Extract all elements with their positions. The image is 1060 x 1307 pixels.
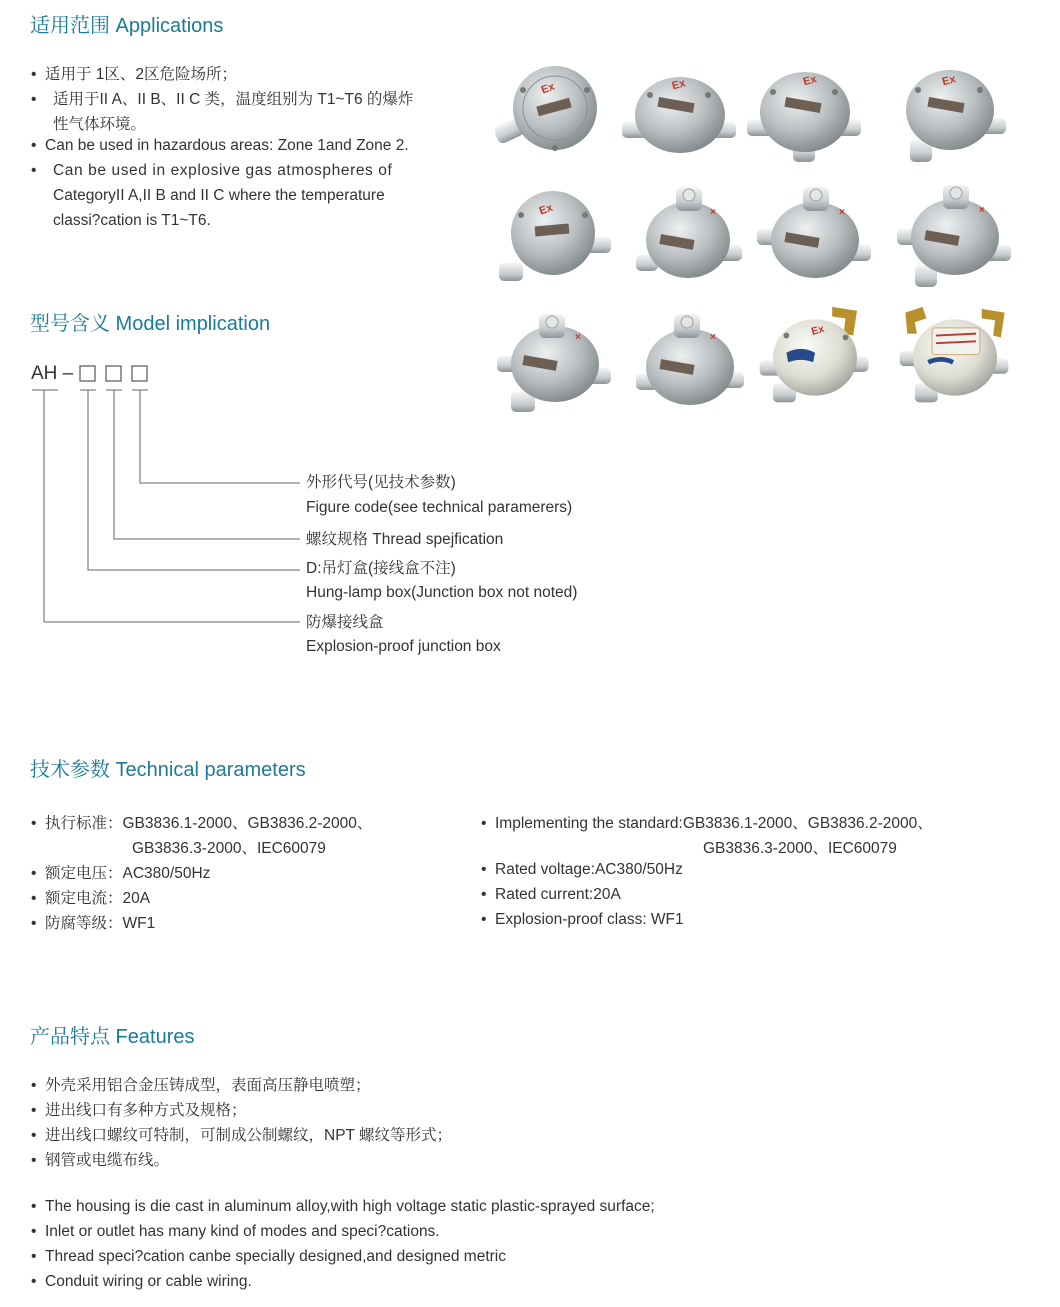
product-image-11 xyxy=(755,305,875,410)
product-image-2 xyxy=(620,60,740,165)
ex-badge-mark: × xyxy=(710,207,716,218)
applications-item-4: • Can be used in explosive gas atmospheres of xyxy=(31,162,393,179)
label-junction-box-cn: 防爆接线盒 xyxy=(306,614,384,631)
label-figure-code-en: Figure code(see technical paramerers) xyxy=(306,499,573,516)
tech-cn-current: • 额定电流：20A xyxy=(31,890,151,907)
ex-badge: Ex xyxy=(801,73,819,89)
connector-thread xyxy=(114,390,300,539)
product-image-1 xyxy=(495,60,615,165)
ex-badge: Ex xyxy=(670,77,687,93)
ex-badge: Ex xyxy=(537,201,555,218)
feature-en-3: • Thread speci?cation canbe specially designed,and designed metric xyxy=(31,1248,506,1265)
features-heading: 产品特点 Features xyxy=(30,1026,195,1048)
feature-en-1: • The housing is die cast in aluminum alloy,with high voltage static plastic-sprayed surface; xyxy=(31,1198,655,1215)
model-code-prefix: AH – xyxy=(31,363,74,384)
applications-item-2-cont: 性气体环境。 xyxy=(53,116,147,133)
label-figure-code-cn: 外形代号(见技术参数) xyxy=(306,474,456,491)
ex-badge-mark: × xyxy=(710,332,716,343)
ex-badge: Ex xyxy=(810,322,826,338)
ex-badge: Ex xyxy=(940,73,958,89)
feature-cn-4: • 钢管或电缆布线。 xyxy=(31,1152,170,1169)
tech-en-standard-cont: GB3836.3-2000、IEC60079 xyxy=(703,840,897,857)
tech-en-voltage: • Rated voltage:AC380/50Hz xyxy=(481,861,683,878)
model-box-3 xyxy=(132,366,147,381)
applications-item-3: • Can be used in hazardous areas: Zone 1and Zone 2. xyxy=(31,137,409,154)
technical-heading: 技术参数 Technical parameters xyxy=(30,759,306,781)
applications-item-4-cont-2: classi?cation is T1~T6. xyxy=(53,212,211,229)
tech-cn-voltage: • 额定电压：AC380/50Hz xyxy=(31,865,211,882)
ex-badge-mark: × xyxy=(979,205,985,216)
ex-badge-mark: × xyxy=(575,332,581,343)
label-junction-box-en: Explosion-proof junction box xyxy=(306,638,501,655)
feature-en-2: • Inlet or outlet has many kind of modes and speci?cations. xyxy=(31,1223,440,1240)
product-image-9 xyxy=(495,312,615,417)
tech-cn-standard: • 执行标准：GB3836.1-2000、GB3836.2-2000、 xyxy=(31,815,373,832)
tech-en-standard: • Implementing the standard:GB3836.1-2000、GB3836.2-2000、 xyxy=(481,815,933,832)
applications-heading: 适用范围 Applications xyxy=(30,15,224,37)
applications-item-2: • 适用于II A、II B、II C 类，温度组别为 T1~T6 的爆炸 xyxy=(31,91,414,108)
product-image-3 xyxy=(745,60,865,165)
feature-en-4: • Conduit wiring or cable wiring. xyxy=(31,1273,252,1290)
label-hung-lamp-cn: D:吊灯盒(接线盒不注) xyxy=(306,560,456,577)
tech-en-current: • Rated current:20A xyxy=(481,886,621,903)
connector-figure-code xyxy=(140,390,300,483)
product-image-8 xyxy=(895,185,1015,290)
product-image-5 xyxy=(495,185,615,290)
feature-cn-3: • 进出线口螺纹可特制，可制成公制螺纹，NPT 螺纹等形式； xyxy=(31,1127,453,1144)
model-box-1 xyxy=(80,366,95,381)
label-hung-lamp-en: Hung-lamp box(Junction box not noted) xyxy=(306,584,578,601)
model-box-2 xyxy=(106,366,121,381)
model-diagram xyxy=(0,360,320,660)
feature-cn-2: • 进出线口有多种方式及规格； xyxy=(31,1102,247,1119)
connector-hung-lamp xyxy=(88,390,300,570)
applications-item-4-cont-1: CategoryII A,II B and II C where the temperature xyxy=(53,187,385,204)
product-image-10 xyxy=(630,312,750,417)
tech-en-class: • Explosion-proof class: WF1 xyxy=(481,911,684,928)
tech-cn-class: • 防腐等级：WF1 xyxy=(31,915,156,932)
product-image-12 xyxy=(895,305,1015,410)
model-heading: 型号含义 Model implication xyxy=(30,313,271,335)
connector-junction-box xyxy=(44,390,300,622)
product-image-7 xyxy=(755,185,875,290)
ex-badge: Ex xyxy=(539,80,557,97)
feature-cn-1: • 外壳采用铝合金压铸成型，表面高压静电喷塑； xyxy=(31,1077,371,1094)
applications-item-1: • 适用于 1区、2区危险场所； xyxy=(31,66,238,83)
product-image-4 xyxy=(890,60,1010,165)
ex-badge-mark: × xyxy=(839,207,845,218)
tech-cn-standard-cont: GB3836.3-2000、IEC60079 xyxy=(132,840,326,857)
label-thread: 螺纹规格 Thread spejfication xyxy=(306,531,504,548)
product-image-6 xyxy=(630,185,750,290)
